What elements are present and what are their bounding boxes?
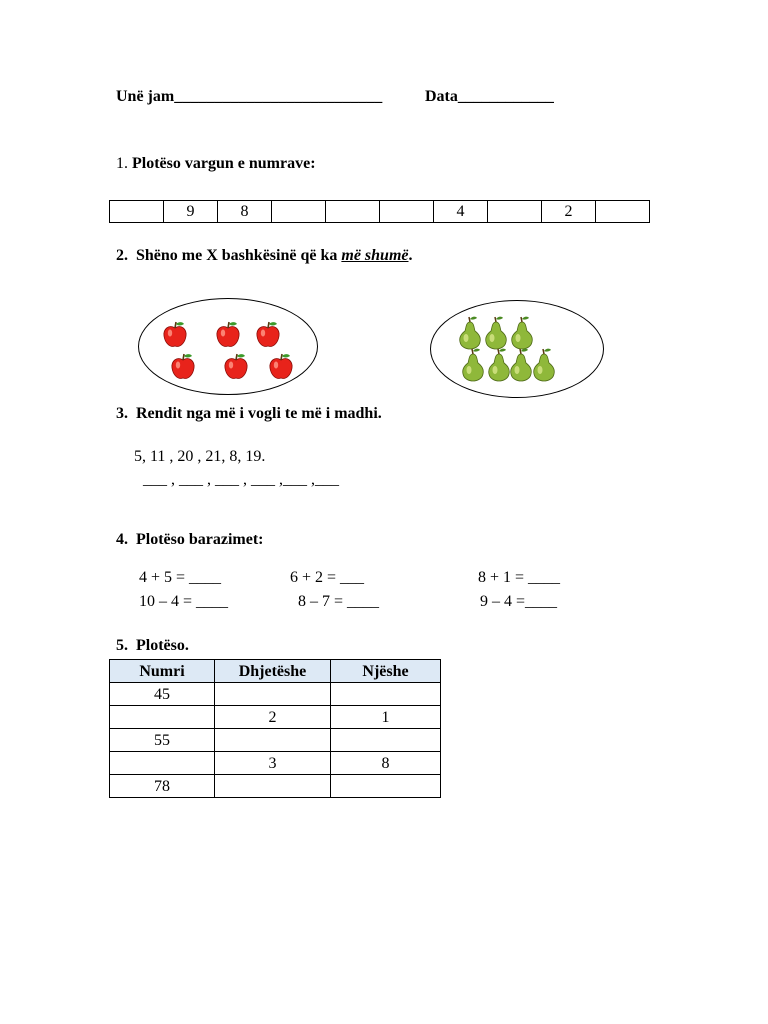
- apple-icon: [172, 354, 194, 378]
- table-cell[interactable]: 1: [331, 706, 441, 729]
- table-cell[interactable]: [331, 683, 441, 706]
- table-cell[interactable]: 8: [331, 752, 441, 775]
- q2-heading: [116, 247, 413, 265]
- table-cell[interactable]: 3: [215, 752, 331, 775]
- column-header: Njëshe: [331, 660, 441, 683]
- table-row: [110, 775, 441, 798]
- table-cell[interactable]: [331, 775, 441, 798]
- equation[interactable]: 10 – 4 = ____: [139, 593, 229, 610]
- pear-icon: [460, 317, 481, 349]
- table-cell[interactable]: [331, 729, 441, 752]
- table-cell[interactable]: [215, 729, 331, 752]
- q4-title: Plotëso barazimet:: [136, 531, 264, 548]
- name-line: [116, 88, 382, 106]
- seq-cell[interactable]: 9: [164, 201, 218, 223]
- q3-answer-blanks[interactable]: ___ , ___ , ___ , ___ ,___ ,___: [143, 471, 339, 488]
- pear-icon: [511, 349, 532, 381]
- table-cell[interactable]: 45: [110, 683, 215, 706]
- pear-icon: [489, 349, 510, 381]
- apple-icon: [164, 322, 186, 346]
- table-cell[interactable]: [110, 706, 215, 729]
- table-row: [110, 729, 441, 752]
- q3-numbers: 5, 11 , 20 , 21, 8, 19.: [134, 448, 266, 465]
- apple-icon: [270, 354, 292, 378]
- seq-cell[interactable]: [596, 201, 650, 223]
- q3-heading: [116, 405, 382, 423]
- seq-cell[interactable]: 2: [542, 201, 596, 223]
- pear-set-icons: [456, 316, 566, 386]
- q4-number: 4.: [116, 531, 128, 548]
- table-row: [110, 706, 441, 729]
- q2-number: 2.: [116, 247, 128, 264]
- equation[interactable]: 9 – 4 =____: [480, 593, 558, 610]
- seq-cell[interactable]: [488, 201, 542, 223]
- seq-cell[interactable]: 4: [434, 201, 488, 223]
- seq-cell[interactable]: [380, 201, 434, 223]
- q2-title-end: .: [408, 247, 413, 264]
- seq-cell[interactable]: 8: [218, 201, 272, 223]
- name-label: Unë jam: [116, 88, 175, 105]
- q1-title: Plotëso vargun e numrave:: [132, 155, 316, 172]
- pear-icon: [463, 349, 484, 381]
- table-row: [110, 752, 441, 775]
- sequence-table: [109, 200, 650, 223]
- q3-title: Rendit nga më i vogli te më i madhi.: [136, 405, 382, 422]
- table-cell[interactable]: [215, 683, 331, 706]
- table-header-row: [110, 660, 441, 683]
- q5-number: 5.: [116, 637, 128, 654]
- table-cell[interactable]: 55: [110, 729, 215, 752]
- apple-set-icons: [150, 313, 310, 393]
- equation[interactable]: 8 – 7 = ____: [298, 593, 380, 610]
- name-blank[interactable]: __________________________: [174, 88, 383, 105]
- pear-icon: [534, 349, 555, 381]
- apple-icon: [257, 322, 279, 346]
- date-label: Data: [425, 88, 458, 105]
- place-value-table: [109, 659, 441, 798]
- column-header: Numri: [110, 660, 215, 683]
- date-blank[interactable]: ____________: [457, 88, 554, 105]
- pear-icon: [486, 317, 507, 349]
- equation[interactable]: 4 + 5 = ____: [139, 569, 222, 586]
- q2-title: Shëno me X bashkësinë që ka: [136, 247, 342, 264]
- column-header: Dhjetëshe: [215, 660, 331, 683]
- seq-cell[interactable]: [326, 201, 380, 223]
- seq-cell[interactable]: [110, 201, 164, 223]
- table-cell[interactable]: [110, 752, 215, 775]
- apple-icon: [217, 322, 239, 346]
- date-line: [425, 88, 554, 106]
- apple-icon: [225, 354, 247, 378]
- pear-icon: [512, 317, 533, 349]
- equation[interactable]: 6 + 2 = ___: [290, 569, 365, 586]
- table-cell[interactable]: 78: [110, 775, 215, 798]
- table-row: [110, 683, 441, 706]
- q2-title-emphasis: më shumë: [341, 247, 409, 264]
- table-cell[interactable]: [215, 775, 331, 798]
- equation[interactable]: 8 + 1 = ____: [478, 569, 561, 586]
- q5-title: Plotëso.: [136, 637, 189, 654]
- q5-heading: [116, 637, 189, 655]
- q1-heading: [116, 155, 316, 173]
- table-cell[interactable]: 2: [215, 706, 331, 729]
- q1-number: 1.: [116, 155, 128, 172]
- q4-heading: [116, 531, 264, 549]
- seq-cell[interactable]: [272, 201, 326, 223]
- q3-number: 3.: [116, 405, 128, 422]
